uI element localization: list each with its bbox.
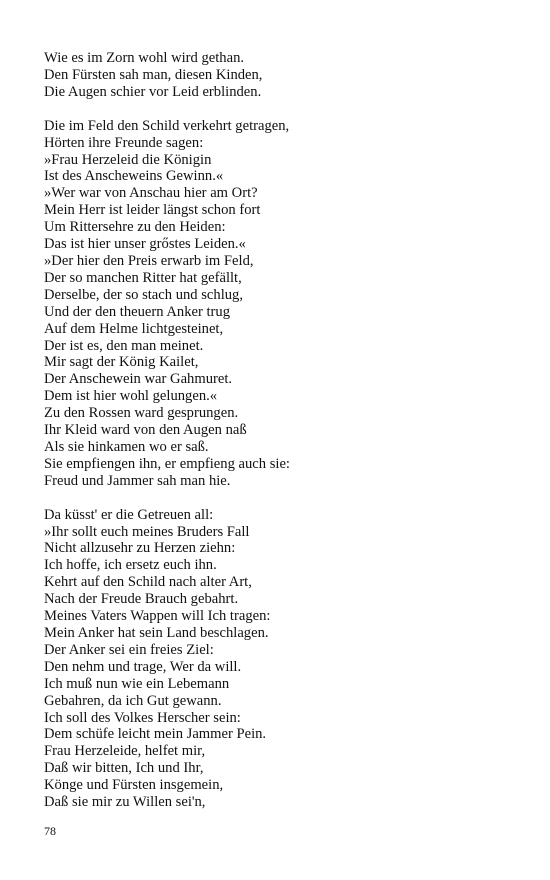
verse-line: Meines Vaters Wappen will Ich tragen: xyxy=(44,608,271,625)
verse-line: Freud und Jammer sah man hie. xyxy=(44,472,231,489)
verse-line: »Frau Herzeleid die Königin xyxy=(44,151,212,168)
poem-text xyxy=(44,50,524,811)
verse-line: Mir sagt der König Kailet, xyxy=(44,354,199,371)
verse-line: Ich hoffe, ich ersetz euch ihn. xyxy=(44,557,217,574)
verse-line: Gebahren, da ich Gut gewann. xyxy=(44,692,222,709)
verse-line: Mein Herr ist leider längst schon fort xyxy=(44,202,261,219)
verse-line: Als sie hinkamen wo er saß. xyxy=(44,438,209,455)
verse-line: Ich soll des Volkes Herscher sein: xyxy=(44,709,241,726)
verse-line: Daß wir bitten, Ich und Ihr, xyxy=(44,760,204,777)
verse-line: Und der den theuern Anker trug xyxy=(44,303,231,320)
verse-line: »Der hier den Preis erwarb im Feld, xyxy=(44,252,254,269)
verse-line: Zu den Rossen ward gesprungen. xyxy=(44,405,239,422)
verse-line: Sie empfiengen ihn, er empfieng auch sie: xyxy=(44,455,290,472)
verse-line: Hörten ihre Freunde sagen: xyxy=(44,134,204,151)
verse-line: Ist des Anscheweins Gewinn.« xyxy=(44,168,224,185)
verse-line: Da küsst' er die Getreuen all: xyxy=(44,506,214,523)
verse-line: Frau Herzeleide, helfet mir, xyxy=(44,743,206,760)
verse-line: »Wer war von Anschau hier am Ort? xyxy=(44,185,258,202)
verse-line: Könge und Fürsten insgemein, xyxy=(44,777,224,794)
verse-line: Derselbe, der so stach und schlug, xyxy=(44,286,243,303)
verse-line: Der so manchen Ritter hat gefällt, xyxy=(44,269,242,286)
verse-line: Nach der Freude Brauch gebahrt. xyxy=(44,591,239,608)
stanza xyxy=(44,507,524,811)
verse-line: Dem schüfe leicht mein Jammer Pein. xyxy=(44,726,267,743)
verse-line: Daß sie mir zu Willen sei'n, xyxy=(44,794,206,811)
verse-line: Kehrt auf den Schild nach alter Art, xyxy=(44,574,252,591)
verse-line: Die im Feld den Schild verkehrt getragen, xyxy=(44,117,290,134)
verse-line: Der ist es, den man meinet. xyxy=(44,337,204,354)
verse-line: Ihr Kleid ward von den Augen naß xyxy=(44,422,247,439)
verse-line: Ich muß nun wie ein Lebemann xyxy=(44,675,230,692)
stanza xyxy=(44,118,524,490)
verse-line: Die Augen schier vor Leid erblinden. xyxy=(44,83,262,100)
verse-line: Das ist hier unser grőstes Leiden.« xyxy=(44,236,246,253)
verse-line: Den Fürsten sah man, diesen Kinden, xyxy=(44,66,263,83)
page-number: 78 xyxy=(44,824,56,838)
verse-line: »Ihr sollt euch meines Bruders Fall xyxy=(44,523,250,540)
verse-line: Wie es im Zorn wohl wird gethan. xyxy=(44,50,245,66)
verse-line: Der Anschewein war Gahmuret. xyxy=(44,371,233,388)
stanza xyxy=(44,50,524,101)
verse-line: Den nehm und trage, Wer da will. xyxy=(44,658,242,675)
verse-line: Auf dem Helme lichtgesteinet, xyxy=(44,320,224,337)
verse-line: Der Anker sei ein freies Ziel: xyxy=(44,641,214,658)
verse-line: Mein Anker hat sein Land beschlagen. xyxy=(44,625,269,641)
verse-line: Nicht allzusehr zu Herzen ziehn: xyxy=(44,540,236,557)
verse-line: Um Rittersehre zu den Heiden: xyxy=(44,219,226,236)
verse-line: Dem ist hier wohl gelungen.« xyxy=(44,388,218,405)
